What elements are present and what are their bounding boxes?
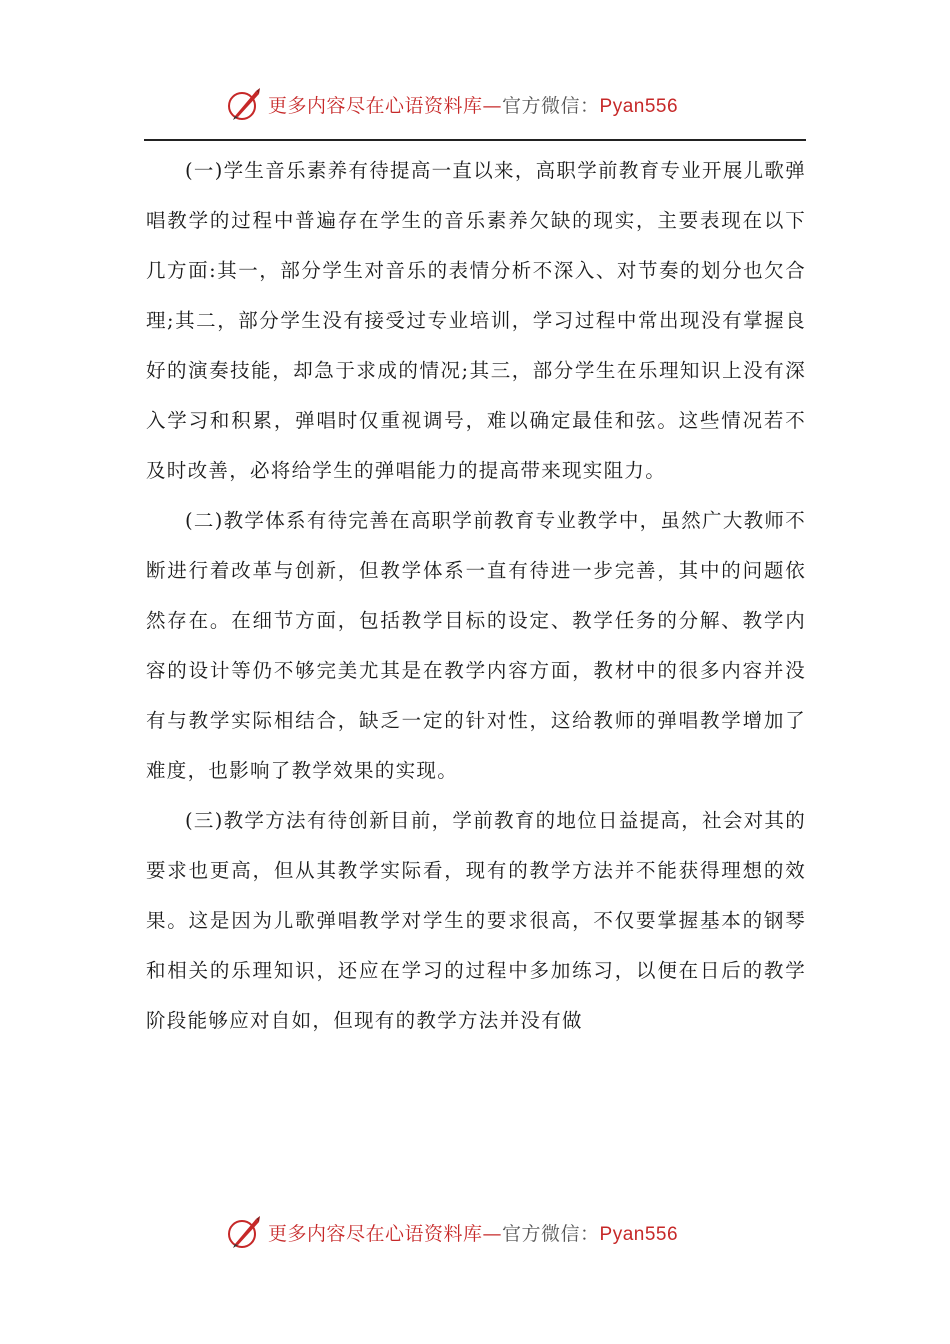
header-banner-dash: — — [482, 94, 503, 117]
header-banner-text — [268, 91, 678, 118]
paragraph-3: (三)教学方法有待创新目前，学前教育的地位日益提高，社会对其的要求也更高，但从其教学实际看，现有的教学方法并不能获得理想的效果。这是因为儿歌弹唱教学对学生的要求很高，不仅要掌握基本的钢琴和相关的乐理知识，还应在学习的过程中多加练习，以便在日后的教学阶段能够应对自如，但现有的教学方法并没有做 — [146, 809, 807, 1032]
header-banner-main: 更多内容尽在心语资料库 — [268, 94, 483, 117]
footer-banner-main: 更多内容尽在心语资料库 — [268, 1222, 483, 1245]
footer-banner-text — [268, 1219, 678, 1246]
paragraph-1: (一)学生音乐素养有待提高一直以来，高职学前教育专业开展儿歌弹唱教学的过程中普遍存在学生的音乐素养欠缺的现实，主要表现在以下几方面:其一，部分学生对音乐的表情分析不深入、对节奏的划分也欠合理;其二，部分学生没有接受过专业培训，学习过程中常出现没有掌握良好的演奏技能，却急于求成的情况;其三，部分学生在乐理知识上没有深入学习和积累，弹唱时仅重视调号，难以确定最佳和弦。这些情况若不及时改善，必将给学生的弹唱能力的提高带来现实阻力。 — [146, 159, 807, 482]
document-body — [146, 146, 806, 1046]
header-divider — [144, 139, 806, 141]
footer-wechat-id: Pyan556 — [599, 1223, 679, 1245]
header-wechat-label: 官方微信： — [502, 94, 600, 117]
footer-banner-dash: — — [482, 1222, 503, 1245]
quill-logo-icon — [226, 86, 262, 122]
header-wechat-id: Pyan556 — [599, 95, 679, 117]
footer-wechat-label: 官方微信： — [502, 1222, 600, 1245]
quill-logo-icon — [226, 1214, 262, 1250]
header-watermark-banner — [226, 82, 678, 126]
footer-watermark-banner — [226, 1210, 678, 1254]
paragraph-2: (二)教学体系有待完善在高职学前教育专业教学中，虽然广大教师不断进行着改革与创新，但教学体系一直有待进一步完善，其中的问题依然存在。在细节方面，包括教学目标的设定、教学任务的分解、教学内容的设计等仍不够完美尤其是在教学内容方面，教材中的很多内容并没有与教学实际相结合，缺乏一定的针对性，这给教师的弹唱教学增加了难度，也影响了教学效果的实现。 — [146, 509, 807, 782]
